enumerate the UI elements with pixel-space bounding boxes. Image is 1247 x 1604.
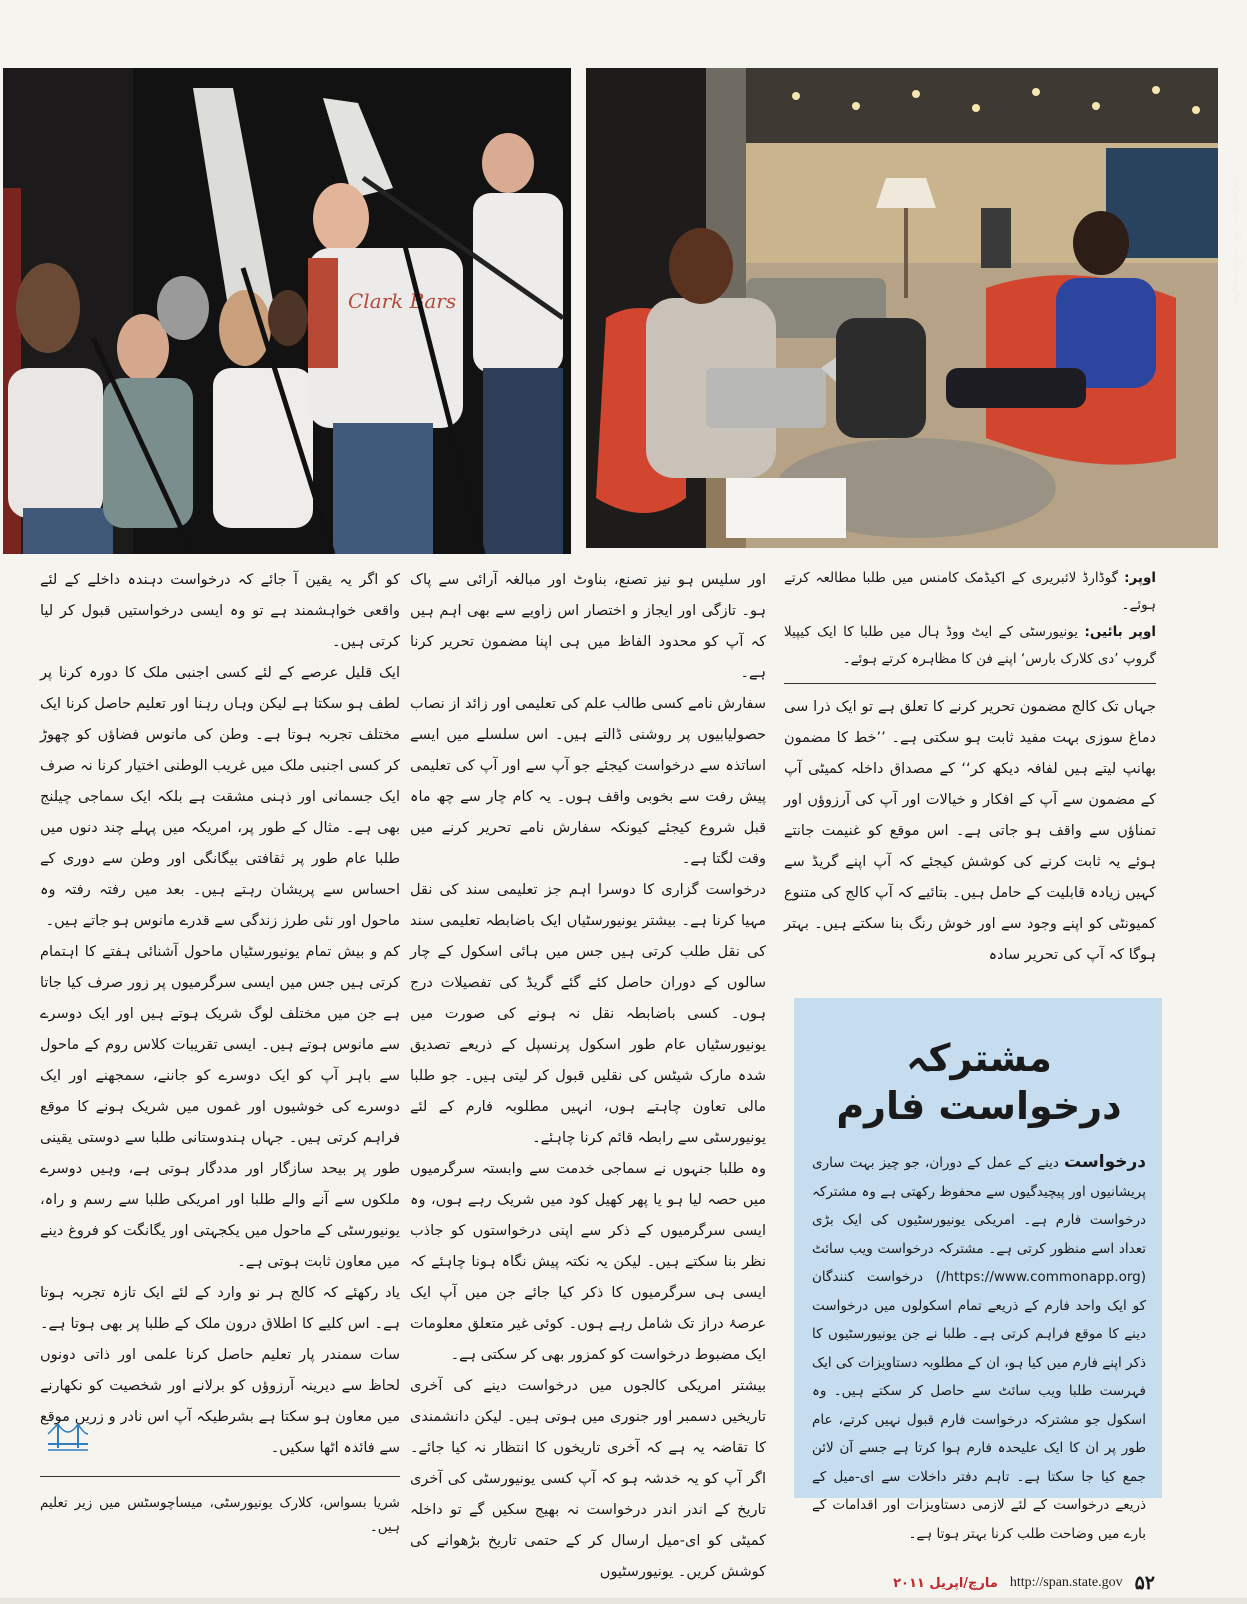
caption-divider bbox=[784, 683, 1156, 684]
caption-text: گوڈارڈ لائبریری کے اکیڈمک کامنس میں طلبا مطالعہ کرتے ہوئے۔ bbox=[784, 570, 1156, 613]
box-lead-word: درخواست bbox=[1064, 1152, 1146, 1172]
caption-top bbox=[784, 565, 1156, 619]
page-number: ۵۲ bbox=[1134, 1572, 1155, 1594]
body-paragraph: جہاں تک کالج مضمون تحریر کرنے کا تعلق ہے تو ایک ذرا سی دماغ سوزی بہت مفید ثابت ہو سکتی ہے۔ ’’خط کا مضمون بھانپ لیتے ہیں لفافہ دیکھ کر‘‘ کے مصداق داخلہ کمیٹی آپ کے مضمون سے آپ کے افکار و خیالات اور آپ کی آرزوؤں اور تمناؤں سے واقف ہو جاتی ہے۔ اس موقع کو غنیمت جانتے ہوئے یہ ثابت کرنے کی کوشش کیجئے کہ آپ اپنے گریڈ سے کہیں زیادہ قابلیت کے حامل ہیں۔ بتائیے کہ آپ کالج کی متنوع کمیونٹی کو اپنے وجود سے اور خوش رنگ بنا سکتے ہیں۔ بہتر ہوگا کہ آپ کی تحریر سادہ bbox=[784, 699, 1156, 963]
page-footer bbox=[860, 1572, 1155, 1594]
right-column bbox=[784, 565, 1156, 971]
issue-date: مارچ/اپریل ۲۰۱۱ bbox=[893, 1575, 998, 1591]
website-url[interactable]: http://span.state.gov bbox=[1009, 1575, 1123, 1590]
body-paragraph: یاد رکھئے کہ کالج ہر نو وارد کے لئے ایک تازہ تجربہ ہوتا ہے۔ اس کلیے کا اطلاق درون ملک کے طلبا پر بھی ہوتا ہے۔ سات سمندر پار تعلیم حاصل کرنا علمی اور ذاتی دونوں لحاظ سے دیرینہ آرزوؤں کو برلانے اور شخصیت کو نکھارنے میں معاون ہو سکتا ہے بشرطیکہ آپ اس نادر و زریں موقع سے فائدہ اٹھا سکیں۔ bbox=[40, 1285, 400, 1456]
box-text: دینے کے عمل کے دوران، جو چیز بہت ساری پریشانیوں اور پیچیدگیوں سے محفوظ رکھتی ہے وہ مشترکہ درخواست فارم ہے۔ امریکی یونیورسٹیوں کی ایک بڑی تعداد اسے منظور کرتی ہے۔ مشترکہ درخواست ویب سائٹ (https://www.commonapp.org/) درخواست کنندگان کو ایک واحد فارم کے ذریعے تمام اسکولوں میں درخواست دینے کا موقع فراہم کرتی ہے۔ طلبا نے جن یونیورسٹیوں کا ذکر اپنے فارم میں کیا ہو، ان کے مطلوبہ دستاویزات کی ایک فہرست طلبا ویب سائٹ سے حاصل کر سکتے ہیں۔ وہ اسکول جو مشترکہ درخواست فارم قبول نہیں کرتے، عام طور پر ان کا ایک علیحدہ فارم ہوا کرتا ہے جسے آن لائن جمع کیا جا سکتا ہے۔ تاہم دفتر داخلات سے ای-میل کے ذریعے درخواست کے لئے لازمی دستاویزات اور اقدامات کے بارے میں وضاحت طلب کرنا بہتر ہوتا ہے۔ bbox=[812, 1155, 1146, 1542]
author-bio: شریا بسواس، کلارک یونیورسٹی، میساچوسٹس میں زیر تعلیم ہیں۔ bbox=[40, 1476, 400, 1539]
body-paragraph: اور سلیس ہو نیز تصنع، بناوٹ اور مبالغہ آرائی سے پاک ہو۔ تازگی اور ایجاز و اختصار اس زاویے سے بھی اہم ہیں کہ آپ کو محدود الفاظ میں ہی اپنا مضمون تحریر کرنا ہے۔ bbox=[410, 572, 766, 681]
singers-photo bbox=[3, 68, 571, 554]
caption-label: اوپر بائیں: bbox=[1084, 624, 1157, 640]
body-paragraph: بیشتر امریکی کالجوں میں درخواست دینے کی آخری تاریخیں دسمبر اور جنوری میں ہوتی ہیں۔ لیکن دانشمندی کا تقاضہ یہ ہے کہ آخری تاریخوں کا انتظار نہ کیا جائے۔ اگر آپ کو یہ خدشہ ہو کہ آپ کسی یونیورسٹی کی آخری تاریخ کے اندر اندر درخواست نہ بھیج سکیں گے تو داخلہ کمیٹی کو ای-میل ارسال کر کے حتمی تاریخ بڑھوانے کی کوشش کریں۔ یونیورسٹیوں bbox=[410, 1378, 766, 1580]
middle-column bbox=[410, 565, 766, 1588]
body-paragraph: ایک قلیل عرصے کے لئے کسی اجنبی ملک کا دورہ کرنا پر لطف ہو سکتا ہے لیکن وہاں رہنا اور تعلیم حاصل کرنا ایک مختلف تجربہ ہوتا ہے۔ وطن کی مانوس فضاؤں کو چھوڑ کر کسی اجنبی ملک میں غریب الوطنی اختیار کرنا نہ صرف ایک جسمانی اور ذہنی مشقت ہے بلکہ ایک سماجی چیلنج بھی ہے۔ مثال کے طور پر، امریکہ میں پہلے چند دنوں میں طلبا عام طور پر ثقافتی بیگانگی اور وطن سے دوری کے احساس سے پریشان رہتے ہیں۔ بعد میں رفتہ رفتہ وہ ماحول اور نئی طرز زندگی سے قدرے مانوس ہو جاتے ہیں۔ bbox=[40, 665, 400, 929]
bridge-icon bbox=[46, 1420, 90, 1452]
body-paragraph: کم و بیش تمام یونیورسٹیاں ماحول آشنائی ہفتے کا اہتمام کرتی ہیں جس میں ایسی سرگرمیوں پر زور صرف کیا جاتا ہے جن میں مختلف لوگ شریک ہوتے ہیں اور ایک دوسرے سے مانوس ہوتے ہیں۔ ایسی تقریبات کلاس روم کے ماحول سے باہر آپ کو ایک دوسرے کو جاننے، سمجھنے اور ایک دوسرے کی خوشیوں اور غموں میں شریک ہونے کا موقع فراہم کرتی ہیں۔ جہاں ہندوستانی طلبا سے دوستی یقینی طور پر بیحد سازگار اور مددگار ہوتی ہے، وہیں دوسرے ملکوں سے آنے والے طلبا اور امریکی طلبا سے رسم و راہ، یونیورسٹی کے ماحول میں یکجہتی اور یگانگت کو فروغ دینے میں معاون ثابت ہوتی ہے۔ bbox=[40, 944, 400, 1270]
box-title: مشترکہ درخواست فارم bbox=[836, 1036, 1122, 1128]
caption-label: اوپر: bbox=[1124, 570, 1156, 586]
caption-text: یونیورسٹی کے ایٹ ووڈ ہال میں طلبا کا ایک کیپیلا گروپ ’دی کلارک بارس‘ اپنے فن کا مظاہرہ کرتے ہوئے۔ bbox=[784, 624, 1156, 667]
box-body bbox=[812, 1148, 1146, 1548]
common-app-box bbox=[794, 998, 1162, 1542]
left-column bbox=[40, 565, 400, 1539]
body-paragraph: سفارش نامے کسی طالب علم کی تعلیمی اور زائد از نصاب حصولیابیوں پر روشنی ڈالتے ہیں۔ اس سلسلے میں ایسے اساتذہ سے درخواست کیجئے جو آپ سے اور آپ کی تعلیمی پیش رفت سے بخوبی واقف ہوں۔ یہ کام چار سے چھ ماہ قبل شروع کیجئے کیونکہ سفارش نامے تحریر کرنے میں وقت لگتا ہے۔ bbox=[410, 696, 766, 867]
photo-credit: تصاویر بشکریہ کلارک یونیورسٹی bbox=[1232, 171, 1243, 308]
library-photo bbox=[586, 68, 1218, 548]
caption-top-left bbox=[784, 619, 1156, 673]
body-paragraph: کو اگر یہ یقین آ جائے کہ درخواست دہندہ داخلے کے لئے واقعی خواہشمند ہے تو وہ ایسی درخواستیں قبول کر لیا کرتی ہیں۔ bbox=[40, 572, 400, 650]
body-paragraph: درخواست گزاری کا دوسرا اہم جز تعلیمی سند کی نقل مہیا کرنا ہے۔ بیشتر یونیورسٹیاں ایک باضابطہ تعلیمی سند کی نقل طلب کرتی ہیں جس میں ہائی اسکول کے چار سالوں کے دوران حاصل کئے گئے گریڈ کی تفصیلات درج ہوں۔ کسی باضابطہ نقل نہ ہونے کی صورت میں یونیورسٹیاں عام طور اسکول پرنسپل کے ذریعے تصدیق شدہ مارک شیٹس کی نقلیں قبول کر لیتی ہیں۔ جو طلبا مالی تعاون چاہتے ہوں، انہیں مطلوبہ فارم کے لئے یونیورسٹی سے رابطہ قائم کرنا چاہئے۔ bbox=[410, 882, 766, 1146]
bottom-edge bbox=[0, 1598, 1247, 1604]
svg-text:Clark Bars: Clark Bars bbox=[348, 289, 457, 313]
body-paragraph: وہ طلبا جنہوں نے سماجی خدمت سے وابستہ سرگرمیوں میں حصہ لیا ہو یا پھر کھیل کود میں شریک رہے ہوں، وہ ایسی سرگرمیوں کے ذکر سے اپنی درخواستوں کو جاذب نظر بنا سکتے ہیں۔ لیکن یہ نکتہ پیش نگاہ ہونا چاہئے کہ ایسی ہی سرگرمیوں کا ذکر کیا جائے جن میں آپ ایک عرصۂ دراز تک شامل رہے ہوں۔ کوئی غیر متعلق معلومات ایک مضبوط درخواست کو کمزور بھی کر سکتی ہے۔ bbox=[410, 1161, 766, 1363]
